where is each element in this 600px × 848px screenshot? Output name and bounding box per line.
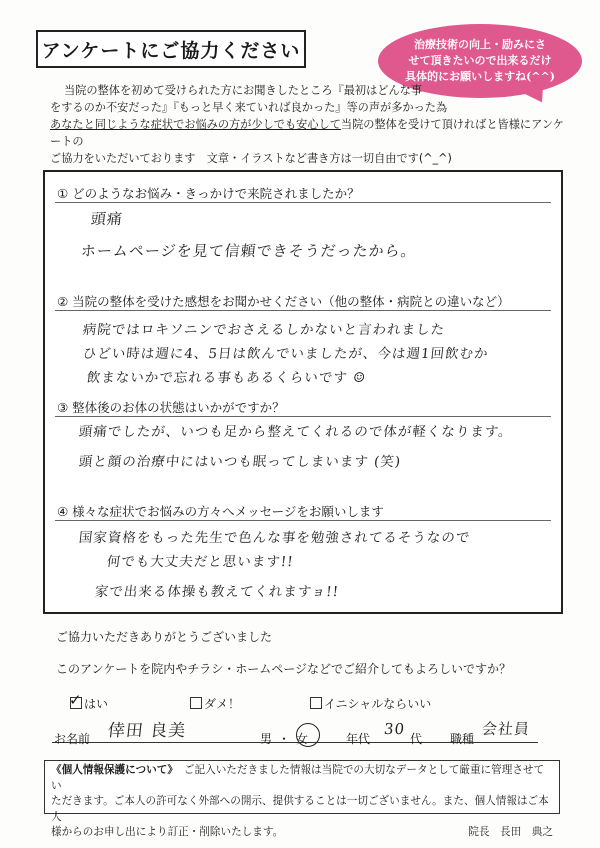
option-initial[interactable]: [310, 695, 431, 712]
question-1-answer-1[interactable]: 頭痛: [90, 210, 124, 228]
gender-female: 女: [296, 732, 309, 746]
checkbox-yes[interactable]: [69, 691, 82, 709]
age-label: 年代: [346, 732, 371, 746]
question-1-answer-2[interactable]: ホームページを見て信頼できそうだったから。: [80, 242, 418, 260]
privacy-line-1: ご記入いただきました情報は当院での大切なデータとして厳重に管理させてい: [51, 764, 545, 792]
checkbox-initial[interactable]: [310, 697, 322, 709]
intro-line-2: をするのか不安だった』『もっと早く来ていれば良かった』等の声が多かった為: [50, 101, 448, 114]
question-1-label: ① どのようなお悩み・きっかけで来院されましたか？: [57, 186, 360, 201]
privacy-signature: 院長 長田 典之: [468, 826, 553, 838]
gender-separator: ・: [278, 732, 291, 746]
name-label: お名前: [54, 732, 91, 746]
intro-paragraph: [50, 82, 570, 167]
question-2-answer-2[interactable]: ひどい時は週に4、5日は飲んでいましたが、今は週1回飲むか: [81, 346, 490, 362]
question-3-answer-2[interactable]: 頭と顔の治療中にはいつも眠ってしまいます (笑): [77, 454, 402, 470]
bubble-line-2: せて頂きたいので出来るだけ: [408, 54, 552, 67]
question-2-label: ② 当院の整体を受けた感想をお聞かせください（他の整体・病院との違いなど）: [57, 294, 510, 309]
question-4-underline: [55, 520, 551, 521]
gender-selection-circle: [296, 723, 320, 747]
bubble-line-1: 治療技術の向上・励みにさ: [414, 38, 546, 51]
job-label: 職種: [450, 732, 475, 746]
intro-line-3-underlined: あなたと同じような症状でお悩みの方が少しでも安心して: [50, 118, 341, 131]
question-4-answer-2[interactable]: 何でも大丈夫だと思います!!: [105, 554, 295, 570]
question-4-answer-3[interactable]: 家で出来る体操も教えてくれますョ!!: [93, 584, 340, 600]
intro-line-1: 当院の整体を初めて受けられた方にお聞きしたところ『最初はどんな事: [64, 84, 423, 97]
option-no-label: ダメ！: [204, 697, 241, 711]
option-yes-label: はい: [84, 697, 109, 711]
option-no[interactable]: [190, 695, 240, 712]
intro-line-3: [50, 116, 570, 150]
question-3-label: ③ 整体後のお体の状態はいかがですか？: [57, 400, 285, 415]
privacy-line-3: 様からのお申し出により訂正・削除いたします。: [51, 826, 284, 838]
question-3-answer-1[interactable]: 頭痛でしたが、いつも足から整えてくれるので体が軽くなります。: [77, 424, 514, 440]
question-panel: [43, 170, 563, 614]
consent-question: このアンケートを院内やチラシ・ホームページなどでご紹介してもよろしいですか？: [56, 662, 512, 676]
privacy-line-2: ただきます。ご本人の許可なく外部への開示、提供することは一切ございません。また、個人情報はご本人: [51, 795, 549, 823]
checkbox-no[interactable]: [190, 697, 202, 709]
question-4-answer-1[interactable]: 国家資格をもった先生で色んな事を勉強されてるそうなので: [77, 530, 472, 546]
question-3-underline: [55, 416, 551, 417]
question-4-label: ④ 様々な症状でお悩みの方々へメッセージをお願いします: [57, 504, 384, 519]
gender-male: 男: [260, 732, 273, 746]
question-1-underline: [55, 202, 551, 203]
option-yes[interactable]: [69, 691, 109, 712]
check-mark-icon: ✓: [69, 691, 82, 709]
intro-line-4: ご協力をいただいております 文章・イラストなど書き方は一切自由です(^_^): [50, 152, 452, 165]
question-2-answer-3[interactable]: 飲まないかで忘れる事もあるくらいです ☺: [85, 370, 368, 386]
age-suffix: 代: [410, 732, 423, 746]
intro-line-3-rest: 当院の整体を受けて頂ければと皆様にアンケートの: [50, 118, 564, 148]
option-initial-label: イニシャルならいい: [324, 697, 432, 711]
job-value[interactable]: 会社員: [481, 720, 531, 738]
thanks-text: ご協力いただきありがとうございました: [56, 630, 273, 644]
name-value[interactable]: 倖田 良美: [106, 721, 188, 741]
question-2-answer-1[interactable]: 病院ではロキソニンでおさえるしかないと言われました: [81, 322, 446, 338]
age-value[interactable]: 30: [383, 720, 407, 738]
privacy-notice: [44, 760, 560, 838]
privacy-line-1-row: [51, 763, 553, 794]
question-2-underline: [55, 310, 551, 311]
privacy-line-3-row: [51, 825, 553, 841]
privacy-heading: 《個人情報保護について》: [51, 764, 178, 776]
bubble-line-3: 具体的にお願いしますね(^^): [405, 70, 555, 83]
survey-title: アンケートにご協力ください: [36, 30, 306, 68]
